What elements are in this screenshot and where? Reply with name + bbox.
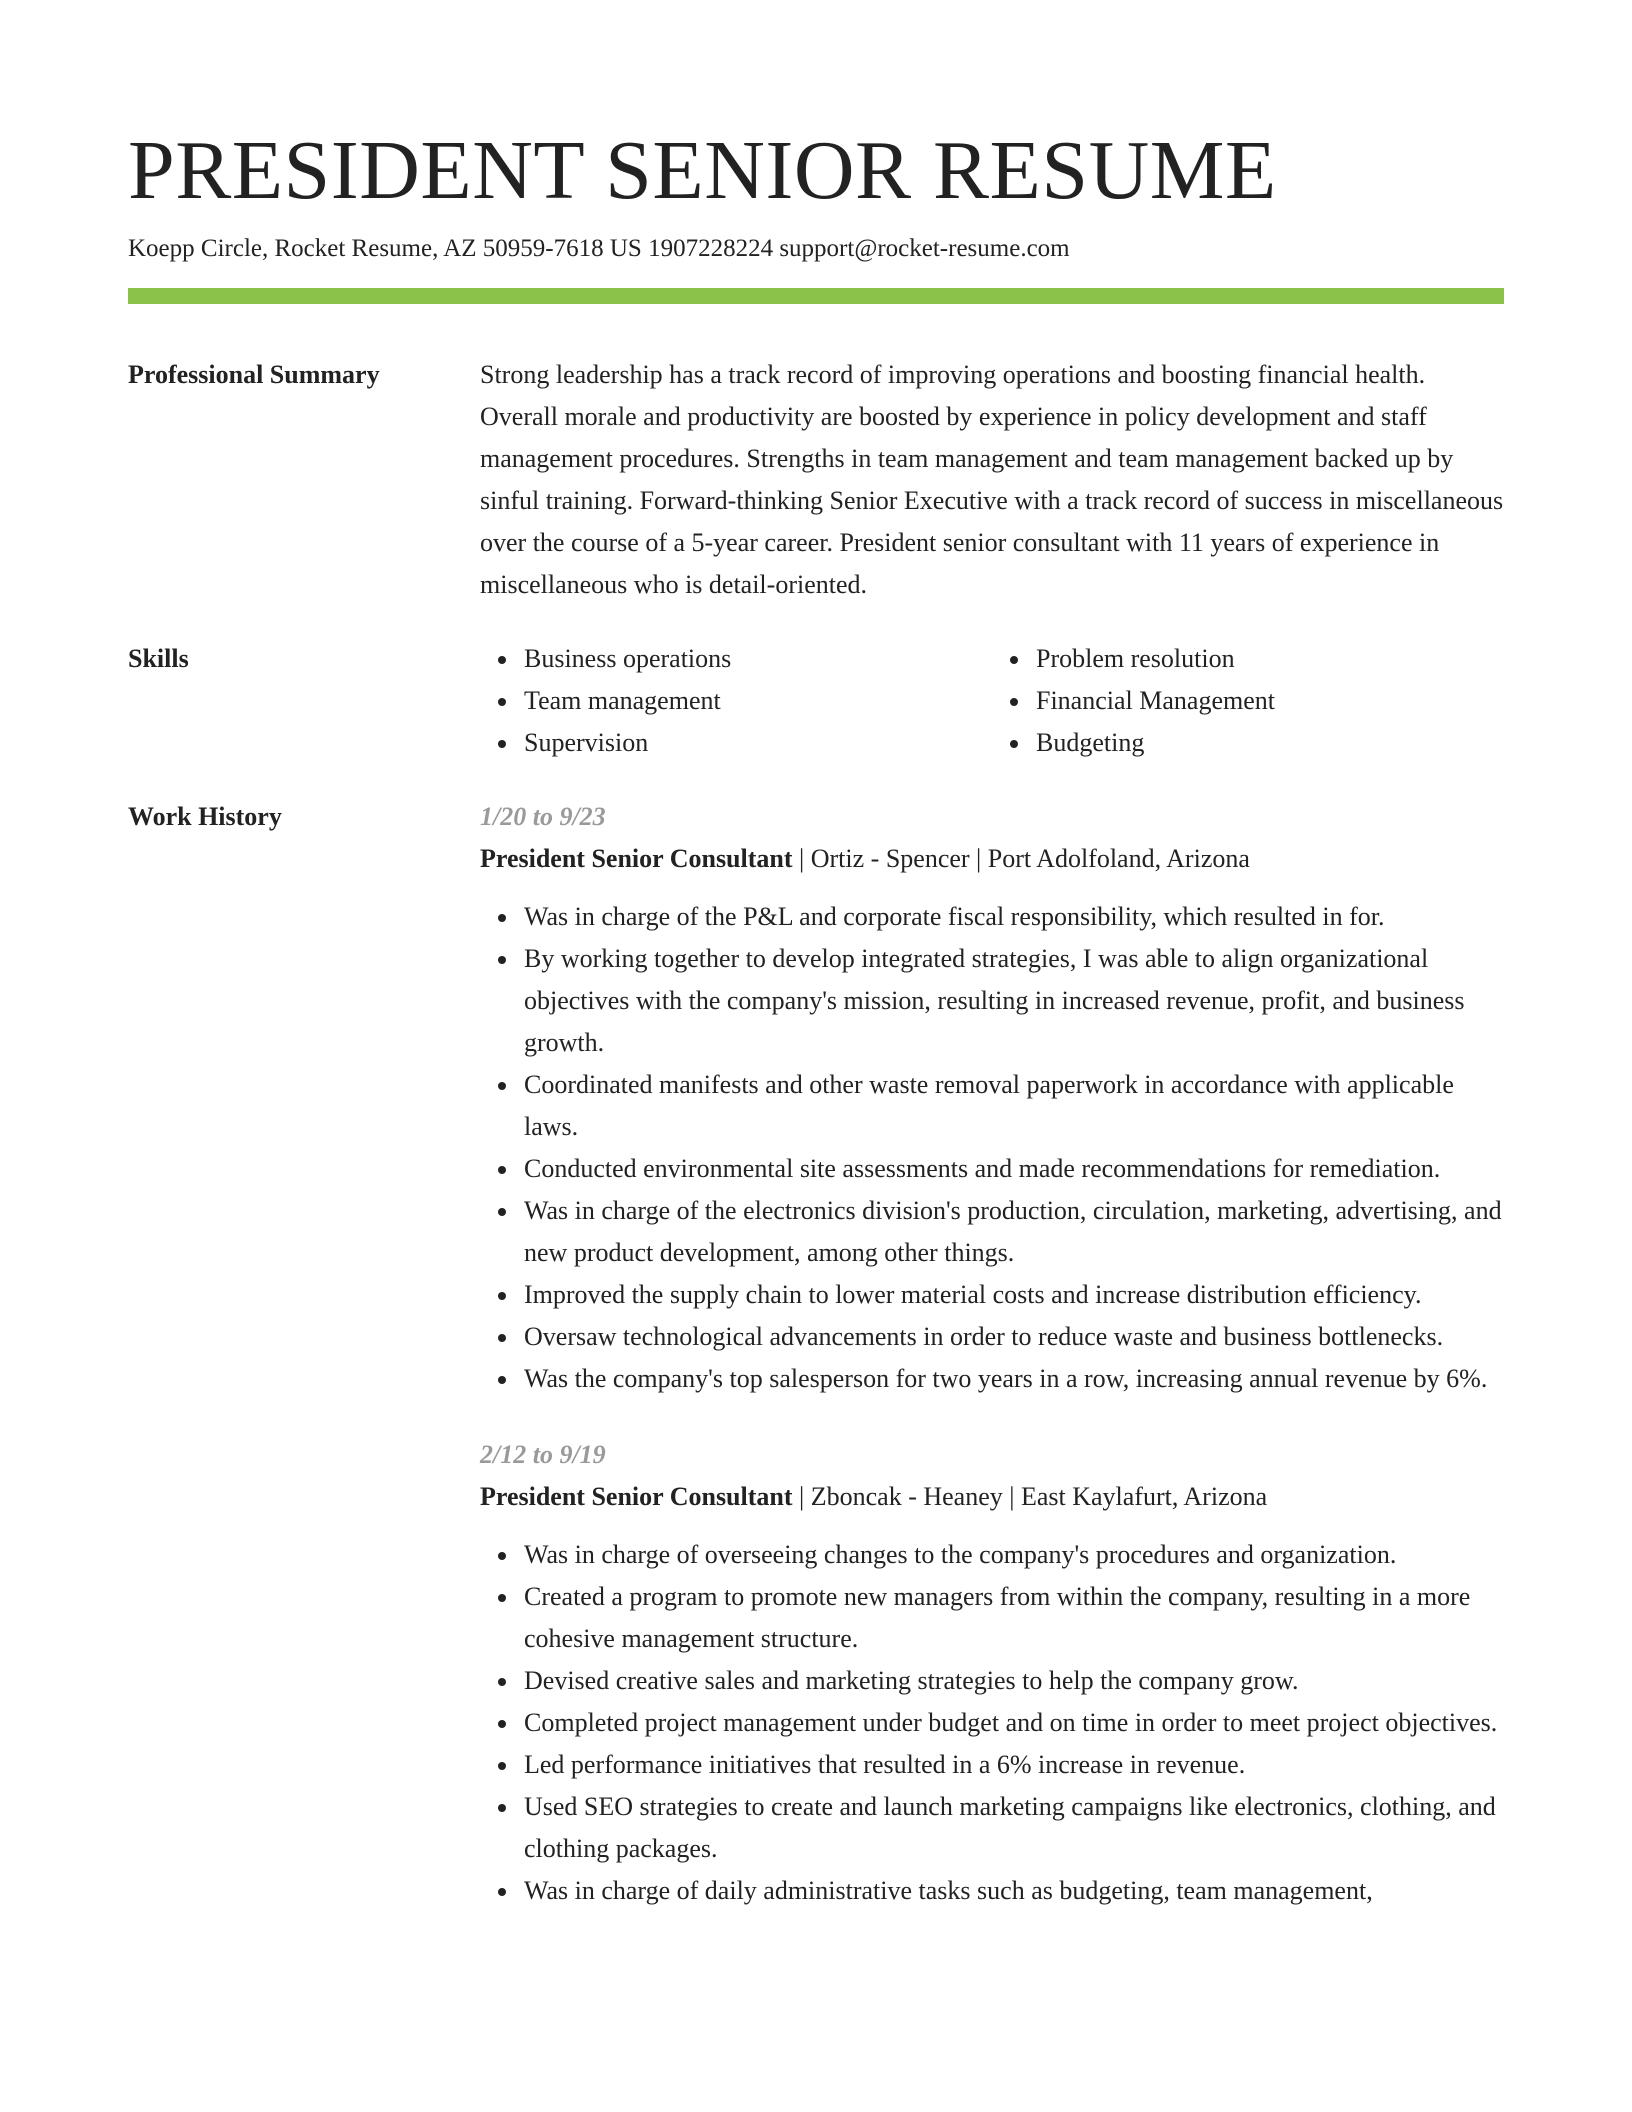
summary-text: Strong leadership has a track record of improving operations and boosting financial health. Overall morale and productivity are boosted by experience in policy development and staff management procedures. Strengths in team management and team management backed up by sinful training. Forward-thinking Senior Executive with a track record of success in miscellaneous over the course of a 5-year career. President senior consultant with 11 years of experience in miscellaneous who is detail-oriented. <box>480 360 1504 599</box>
skill-item: Financial Management <box>1036 680 1504 722</box>
job-bullet: Conducted environmental site assessments and made recommendations for remediation. <box>524 1148 1504 1190</box>
skill-item: Problem resolution <box>1036 638 1504 680</box>
header-divider <box>128 288 1504 304</box>
skills-column-right <box>992 638 1504 764</box>
job-bullet: By working together to develop integrated strategies, I was able to align organizational objectives with the company's mission, resulting in increased revenue, profit, and business growth. <box>524 938 1504 1064</box>
job-entry <box>480 796 1504 1400</box>
job-entry <box>480 1434 1504 1912</box>
job-bullets <box>480 896 1504 1400</box>
skill-item: Team management <box>524 680 992 722</box>
job-bullet: Completed project management under budget and on time in order to meet project objectives. <box>524 1702 1504 1744</box>
work-history-section <box>128 796 1504 1912</box>
job-bullet: Used SEO strategies to create and launch marketing campaigns like electronics, clothing, and clothing packages. <box>524 1786 1504 1870</box>
skills-heading: Skills <box>128 644 189 673</box>
work-history-heading: Work History <box>128 802 282 831</box>
job-bullet: Devised creative sales and marketing strategies to help the company grow. <box>524 1660 1504 1702</box>
skills-column-left <box>480 638 992 764</box>
skill-item: Business operations <box>524 638 992 680</box>
resume-page <box>128 0 1504 1912</box>
job-heading <box>480 838 1504 880</box>
skill-item: Budgeting <box>1036 722 1504 764</box>
job-company: | Ortiz - Spencer | Port Adolfoland, Arizona <box>792 844 1250 873</box>
summary-heading: Professional Summary <box>128 360 380 389</box>
job-heading <box>480 1476 1504 1518</box>
skills-section <box>128 638 1504 764</box>
job-bullet: Was in charge of daily administrative tasks such as budgeting, team management, <box>524 1870 1504 1912</box>
job-bullet: Oversaw technological advancements in order to reduce waste and business bottlenecks. <box>524 1316 1504 1358</box>
job-dates: 1/20 to 9/23 <box>480 802 606 831</box>
job-bullets <box>480 1534 1504 1912</box>
summary-section <box>128 354 1504 606</box>
job-bullet: Was in charge of overseeing changes to the company's procedures and organization. <box>524 1534 1504 1576</box>
resume-title: PRESIDENT SENIOR RESUME <box>128 124 1277 217</box>
job-dates: 2/12 to 9/19 <box>480 1440 606 1469</box>
job-bullet: Was the company's top salesperson for two years in a row, increasing annual revenue by 6%. <box>524 1358 1504 1400</box>
job-title: President Senior Consultant <box>480 1482 793 1511</box>
job-bullet: Was in charge of the electronics division's production, circulation, marketing, advertising, and new product development, among other things. <box>524 1190 1504 1274</box>
contact-line: Koepp Circle, Rocket Resume, AZ 50959-7618 US 1907228224 support@rocket-resume.com <box>128 235 1070 262</box>
job-company: | Zboncak - Heaney | East Kaylafurt, Arizona <box>792 1482 1268 1511</box>
job-bullet: Was in charge of the P&L and corporate fiscal responsibility, which resulted in for. <box>524 896 1504 938</box>
job-bullet: Improved the supply chain to lower material costs and increase distribution efficiency. <box>524 1274 1504 1316</box>
job-bullet: Led performance initiatives that resulted in a 6% increase in revenue. <box>524 1744 1504 1786</box>
job-title: President Senior Consultant <box>480 844 793 873</box>
skills-grid <box>480 638 1504 764</box>
job-bullet: Coordinated manifests and other waste removal paperwork in accordance with applicable laws. <box>524 1064 1504 1148</box>
skill-item: Supervision <box>524 722 992 764</box>
job-bullet: Created a program to promote new managers from within the company, resulting in a more cohesive management structure. <box>524 1576 1504 1660</box>
